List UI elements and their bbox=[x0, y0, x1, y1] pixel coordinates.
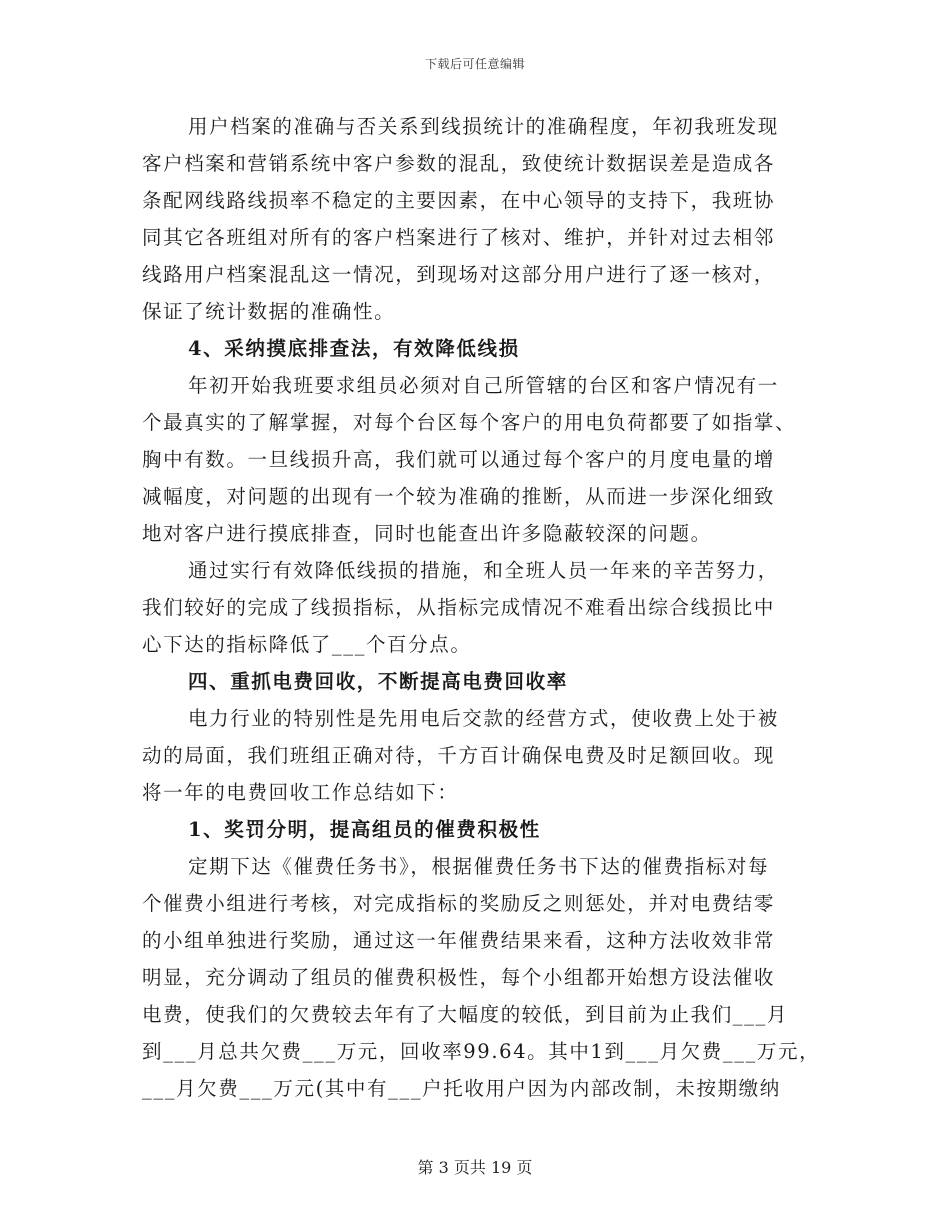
paragraph-line: 条配网线路线损率不稳定的主要因素，在中心领导的支持下，我班协 bbox=[142, 189, 776, 212]
paragraph-line: 保证了统计数据的准确性。 bbox=[142, 300, 396, 323]
section-heading: 四、重抓电费回收，不断提高电费回收率 bbox=[188, 670, 568, 693]
paragraph-line: 的小组单独进行奖励，通过这一年催费结果来看，这种方法收效非常 bbox=[142, 929, 776, 952]
paragraph-line: 线路用户档案混乱这一情况，到现场对这部分用户进行了逐一核对， bbox=[142, 263, 776, 286]
paragraph-line: 胸中有数。一旦线损升高，我们就可以通过每个客户的月度电量的增 bbox=[142, 448, 776, 471]
page-header: 下载后可任意编辑 bbox=[424, 57, 525, 71]
paragraph-line: 心下达的指标降低了___个百分点。 bbox=[142, 633, 472, 656]
paragraph-line: 年初开始我班要求组员必须对自己所管辖的台区和客户情况有一 bbox=[188, 374, 779, 397]
paragraph-line: 地对客户进行摸底排查，同时也能查出许多隐蔽较深的问题。 bbox=[142, 522, 712, 545]
section-heading: 1、奖罚分明，提高组员的催费积极性 bbox=[188, 818, 541, 841]
paragraph-line: 个催费小组进行考核，对完成指标的奖励反之则惩处，并对电费结零 bbox=[142, 892, 776, 915]
paragraph-line: 用户档案的准确与否关系到线损统计的准确程度，年初我班发现 bbox=[188, 115, 779, 138]
page-footer: 第 3 页共 19 页 bbox=[417, 1158, 533, 1177]
paragraph-line: 我们较好的完成了线损指标，从指标完成情况不难看出综合线损比中 bbox=[142, 596, 776, 619]
paragraph-line: 将一年的电费回收工作总结如下： bbox=[142, 781, 459, 804]
paragraph-line: ___月欠费___万元(其中有___户托收用户因为内部改制，未按期缴纳 bbox=[142, 1077, 781, 1100]
paragraph-line: 客户档案和营销系统中客户参数的混乱，致使统计数据误差是造成各 bbox=[142, 152, 776, 175]
paragraph-line: 明显，充分调动了组员的催费积极性，每个小组都开始想方设法催收 bbox=[142, 966, 776, 989]
paragraph-line: 定期下达《催费任务书》，根据催费任务书下达的催费指标对每 bbox=[188, 855, 770, 878]
paragraph-line: 电费，使我们的欠费较去年有了大幅度的较低，到目前为止我们___月 bbox=[142, 1003, 788, 1026]
paragraph-line: 减幅度，对问题的出现有一个较为准确的推断，从而进一步深化细致 bbox=[142, 485, 776, 508]
paragraph-line: 通过实行有效降低线损的措施，和全班人员一年来的辛苦努力， bbox=[188, 559, 779, 582]
paragraph-line: 同其它各班组对所有的客户档案进行了核对、维护，并针对过去相邻 bbox=[142, 226, 776, 249]
paragraph-line: 电力行业的特别性是先用电后交款的经营方式，使收费上处于被 bbox=[188, 707, 779, 730]
document-body bbox=[142, 108, 821, 1107]
paragraph-line: 到___月总共欠费___万元，回收率99.64。其中1到___月欠费___万元， bbox=[142, 1040, 821, 1063]
paragraph-line: 动的局面，我们班组正确对待，千方百计确保电费及时足额回收。现 bbox=[142, 744, 776, 767]
section-heading: 4、采纳摸底排查法，有效降低线损 bbox=[188, 337, 520, 360]
paragraph-line: 个最真实的了解掌握，对每个台区每个客户的用电负荷都要了如指掌、 bbox=[142, 411, 797, 434]
